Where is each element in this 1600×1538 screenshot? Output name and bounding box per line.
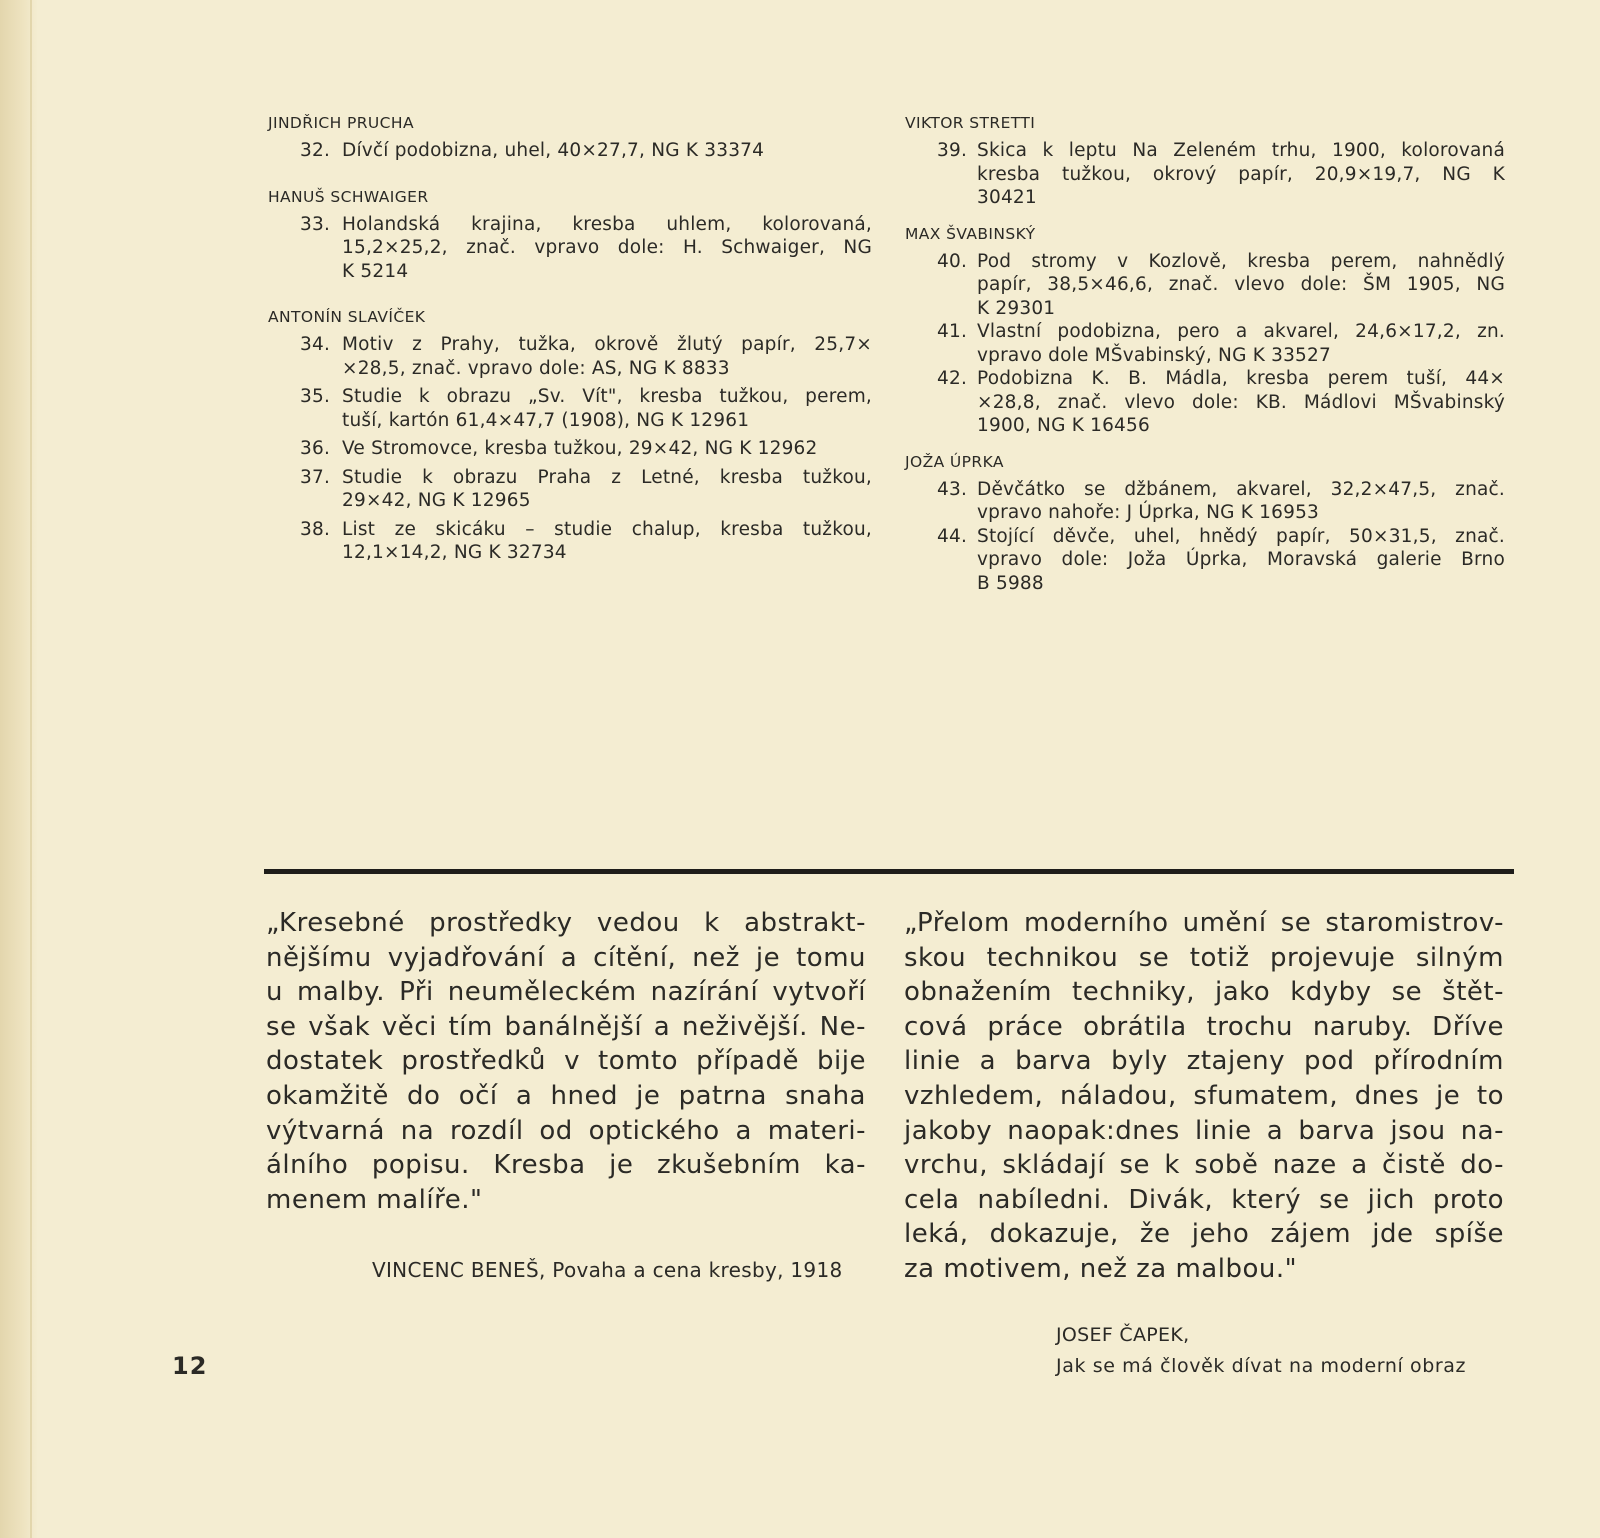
quote-line: cová práce obrátila trochu naruby. Dříve [904,1011,1504,1042]
entry-text-line: Stojící děvče, uhel, hnědý papír, 50×31,5, znač. [977,525,1505,547]
catalogue-entry [905,320,1505,367]
quote-benes-attribution: VINCENC BENEŠ, Povaha a cena kresby, 1918 [372,1258,843,1282]
catalogue-entry [905,250,1505,321]
quote-line: álního popisu. Kresba je zkušebním ka- [266,1150,866,1181]
page-binding-edge [0,0,38,1538]
artist-section [905,224,1505,438]
entry-text-line: Studie k obrazu „Sv. Vít", kresba tužkou, perem, [342,386,872,407]
entry-text-line: Dívčí podobizna, uhel, 40×27,7, NG K 33374 [342,140,765,161]
entry-number: 39. [937,140,968,161]
artist-section [268,187,872,284]
quote-line: leká, dokazuje, že jeho zájem jde spíše [904,1219,1504,1250]
entry-number: 38. [300,518,331,540]
entry-text-line: K 29301 [977,297,1056,319]
entry-text-line: Podobizna K. B. Mádla, kresba perem tuší, 44× [977,368,1505,389]
catalogue-entry [268,466,872,513]
quote-line: u malby. Při neuměleckém nazírání vytvoří [266,977,866,1008]
entry-number: 35. [300,386,331,407]
quote-line: dostatek prostředků v tomto případě bije [266,1046,866,1077]
entry-text-line: Holandská krajina, kresba uhlem, kolorovaná, [342,213,872,235]
entry-text-line: ×28,8, znač. vlevo dole: KB. Mádlovi MŠvabinský [977,391,1505,413]
entry-number: 44. [937,525,968,547]
entry-text-line: B 5988 [977,572,1044,594]
quote-line: vzhledem, náladou, sfumatem, dnes je to [904,1080,1504,1111]
quote-line: „Kresebné prostředky vedou k abstrakt- [266,908,866,938]
entry-text-line: vpravo dole: Joža Úprka, Moravská galerie Brno [977,549,1505,570]
entry-text-line: Motiv z Prahy, tužka, okrově žlutý papír, 25,7× [342,334,872,355]
quote-line: obnažením techniky, jako kdyby se štět- [904,977,1504,1008]
artist-name: JOŽA ÚPRKA [905,452,1004,471]
entry-text-line: Ve Stromovce, kresba tužkou, 29×42, NG K 12962 [342,438,818,459]
catalogue-column-left [268,113,872,589]
entry-text-line: papír, 38,5×46,6, znač. vlevo dole: ŠM 1905, NG [977,274,1505,295]
entry-text-line: Vlastní podobizna, pero a akvarel, 24,6×17,2, zn. [977,321,1505,342]
catalogue-entry [905,478,1505,525]
entry-text-line: tuší, kartón 61,4×47,7 (1908), NG K 12961 [342,409,750,431]
quote-line: jakoby naopak:dnes linie a barva jsou na- [904,1115,1504,1146]
entry-number: 42. [937,368,968,389]
catalogue-entry [905,525,1505,596]
entry-text-line: Skica k leptu Na Zeleném trhu, 1900, kolorovaná [977,140,1505,161]
quote-capek-author: JOSEF ČAPEK, [1056,1324,1190,1346]
catalogue-entry [905,139,1505,210]
quote-line: výtvarná na rozdíl od optického a materi- [266,1115,866,1146]
entry-text-line: Studie k obrazu Praha z Letné, kresba tužkou, [342,466,872,488]
catalogue-entry [268,385,872,432]
entry-number: 40. [937,250,968,272]
artist-section [268,307,872,565]
quote-line: „Přelom moderního umění se staromistrov- [904,908,1504,938]
catalogue-entry [268,213,872,284]
quote-line: menem malíře." [266,1184,483,1215]
catalogue-entry [268,139,872,163]
quote-line: linie a barva byly ztajeny pod přírodním [904,1046,1504,1077]
entry-text-line: Pod stromy v Kozlově, kresba perem, nahnědlý [977,250,1505,272]
catalogue-entry [268,518,872,565]
catalogue-column-right [905,113,1505,609]
catalogue-entry [268,437,872,461]
entry-text-line: ×28,5, znač. vpravo dole: AS, NG K 8833 [342,357,730,379]
artist-name: ANTONÍN SLAVÍČEK [268,308,426,326]
entry-text-line: 12,1×14,2, NG K 32734 [342,542,567,563]
entry-text-line: 30421 [977,187,1037,208]
quote-line: skou technikou se totiž projevuje silným [904,942,1504,973]
entry-text-line: Děvčátko se džbánem, akvarel, 32,2×47,5, znač. [977,478,1505,500]
section-divider-rule [264,869,1514,874]
entry-number: 32. [300,140,331,161]
catalogue-entry [268,333,872,380]
artist-section [268,113,872,163]
page-number: 12 [172,1352,208,1380]
entry-number: 37. [300,466,331,488]
artist-name: JINDŘICH PRUCHA [268,114,414,132]
entry-text-line: vpravo dole MŠvabinský, NG K 33527 [977,344,1331,366]
quote-line: cela nabíledni. Divák, který se jich proto [904,1184,1504,1215]
quote-line: vrchu, skládají se k sobě naze a čistě do- [904,1150,1504,1181]
entry-number: 33. [300,213,331,235]
entry-text-line: vpravo nahoře: J Úprka, NG K 16953 [977,502,1320,523]
quote-line: okamžitě do očí a hned je patrna snaha [266,1080,866,1111]
entry-number: 36. [300,438,331,459]
quote-capek-source: Jak se má člověk dívat na moderní obraz [1056,1355,1467,1377]
entry-text-line: K 5214 [342,260,409,282]
entry-text-line: kresba tužkou, okrový papír, 20,9×19,7, NG K [977,163,1505,185]
page-binding-line [30,0,32,1538]
artist-name: VIKTOR STRETTI [905,114,1036,132]
entry-text-line: 1900, NG K 16456 [977,415,1150,436]
quote-line: nějšímu vyjadřování a cítění, než je tomu [266,942,866,973]
quote-line: za motivem, než za malbou." [904,1253,1298,1284]
artist-name: MAX ŠVABINSKÝ [905,224,1036,243]
quote-capek [904,906,1504,1287]
entry-text-line: 15,2×25,2, znač. vpravo dole: H. Schwaiger, NG [342,237,872,258]
artist-name: HANUŠ SCHWAIGER [268,187,429,206]
artist-section [905,452,1505,596]
entry-number: 43. [937,478,968,500]
quote-benes [266,906,866,1217]
entry-text-line: 29×42, NG K 12965 [342,490,531,511]
entry-number: 41. [937,321,968,342]
quote-line: se však věci tím banálnější a neživější. Ne- [266,1011,866,1042]
artist-section [905,113,1505,210]
entry-number: 34. [300,334,331,355]
catalogue-entry [905,367,1505,438]
entry-text-line: List ze skicáku – studie chalup, kresba tužkou, [342,518,872,540]
